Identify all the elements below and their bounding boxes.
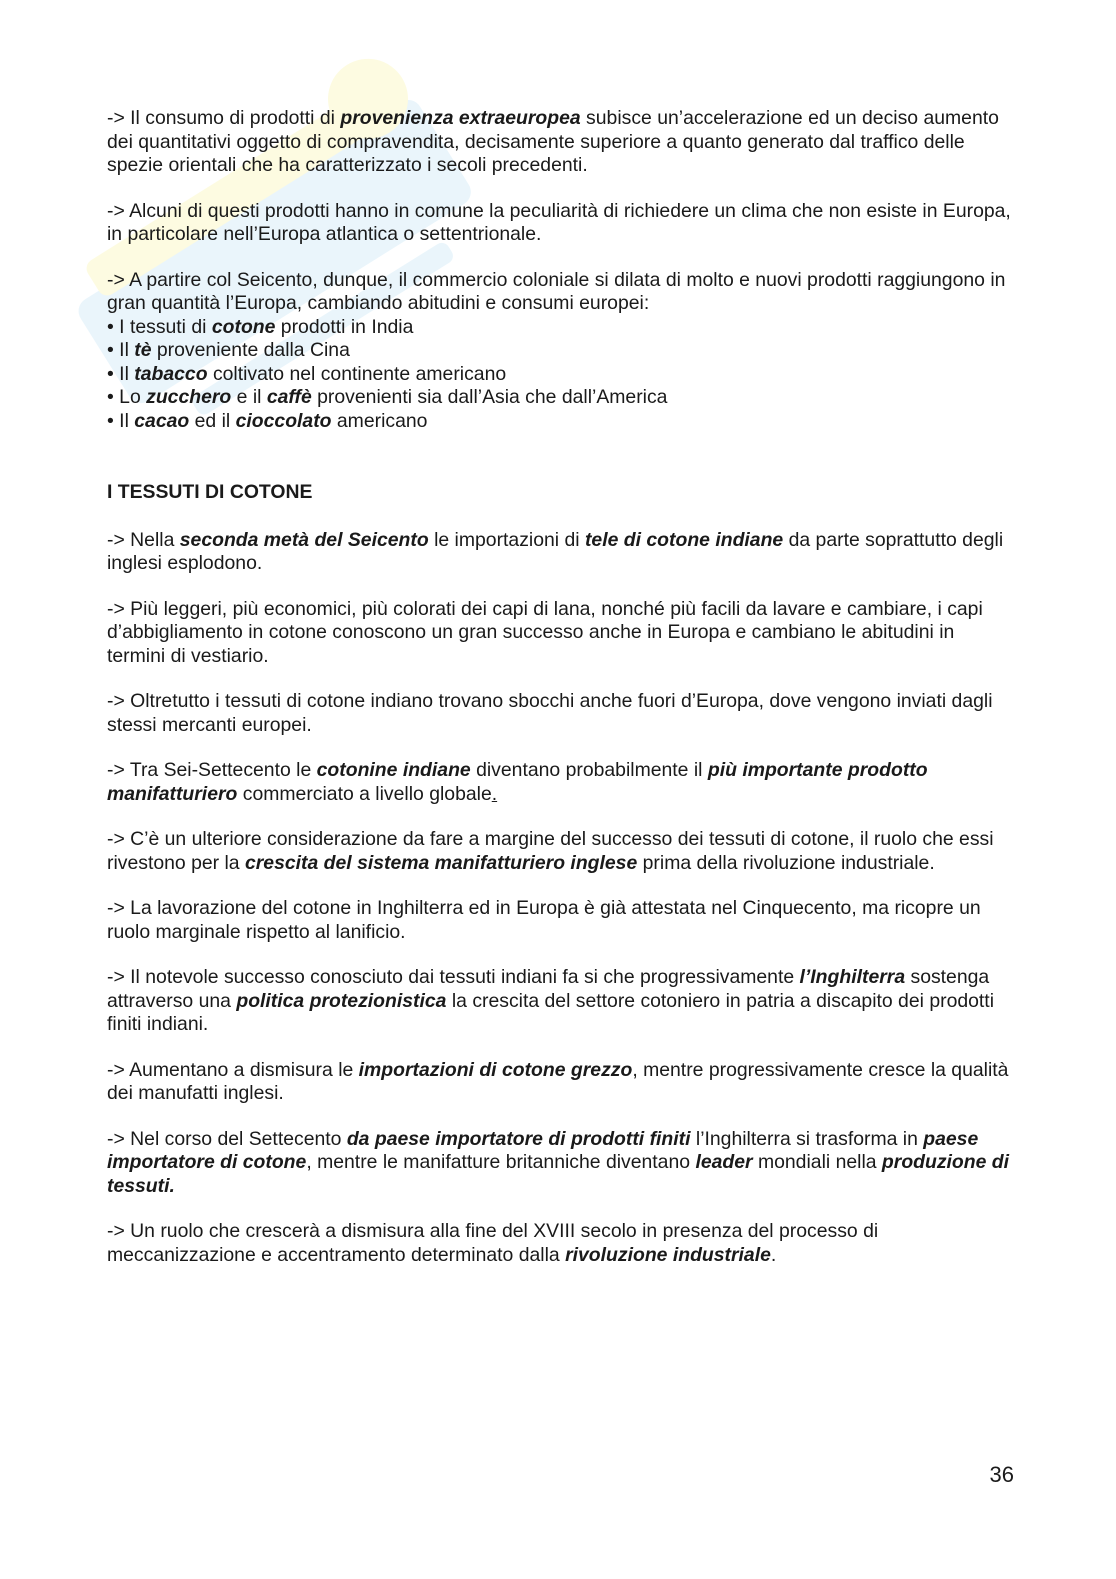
emphasis: rivoluzione industriale [565,1243,771,1266]
emphasis-bold [236,990,446,1012]
emphasis: seconda metà del Seicento [179,528,429,551]
paragraph [107,1220,1012,1267]
text-run: da parte soprattutto degli inglesi esplodono. [107,528,1004,574]
emphasis: provenienza extraeuropea [340,107,581,129]
text-run: , mentre le manifatture britanniche diventano [306,1151,696,1173]
text-run: -> Aumentano a dismisura le [107,1058,359,1081]
text-run: coltivato nel continente americano [207,362,507,385]
emphasis: importazioni di cotone grezzo [358,1058,633,1081]
text-run: sostenga attraverso una [107,966,990,1012]
cotton-section [107,529,1012,1268]
emphasis: cotonine indiane [316,759,471,781]
intro-list-paragraph [107,269,1012,316]
emphasis: leader [695,1151,753,1173]
text-run: • Lo [107,386,147,408]
text-run: le importazioni di [428,528,585,551]
emphasis-bold [800,966,906,988]
emphasis-bold [180,529,429,551]
emphasis-bold [267,386,312,408]
paragraph [107,598,1012,669]
emphasis-bold [695,1151,752,1173]
emphasis-bold [565,1244,771,1266]
list-item [107,410,1012,434]
text-run: prodotti in India [275,315,414,338]
text-run: -> Il notevole successo conosciuto dai tessuti indiani fa si che progressivamente [107,966,800,988]
emphasis-bold [340,107,580,129]
section-heading: I TESSUTI DI COTONE [107,481,313,503]
text-run: provenienti sia dall’Asia che dall’America [311,386,668,408]
text-run: • Il [107,339,135,361]
text-run: -> Un ruolo che crescerà a dismisura alla fine del XVIII secolo in presenza del processo di meccanizzazione e accentramento determinato dalla [107,1220,879,1266]
document-body [107,107,1012,1289]
paragraph [107,107,1012,178]
text-run: diventano probabilmente il [470,759,708,781]
spacer [107,433,1012,481]
emphasis: paese importatore di cotone [107,1127,979,1173]
paragraph [107,690,1012,737]
text-run: -> Oltretutto i tessuti di cotone indiano trovano sbocchi anche fuori d’Europa, dove vengono inviati dagli stessi mercanti europei. [107,690,993,736]
emphasis: cioccolato [235,409,332,432]
text-run: • Il [107,362,135,385]
paragraph [107,1128,1012,1199]
emphasis-bold [317,759,471,781]
emphasis-bold [134,410,189,432]
text-run: prima della rivoluzione industriale. [637,851,935,874]
emphasis-bold [146,386,231,408]
text-run: • I tessuti di [107,315,212,338]
text-run: -> Nel corso del Settecento [107,1127,347,1150]
intro-section [107,107,1012,247]
emphasis: tabacco [134,362,208,385]
text-run: e il [231,386,267,408]
text-run: -> Nella [107,528,180,551]
text-run: -> La lavorazione del cotone in Inghilterra ed in Europa è già attestata nel Cinquecento, ma ricopre un ruolo marginale rispetto al lanificio. [107,897,981,943]
text-run: , mentre progressivamente cresce la qualità dei manufatti inglesi. [107,1058,1009,1104]
text-run: -> Più leggeri, più economici, più colorati dei capi di lana, nonché più facili da lavare e cambiare, i capi d’abbigliamento in cotone conoscono un gran successo anche in Europa e cambiano le abitudini in termini di vestiario. [107,597,983,667]
text-run: . [770,1243,777,1266]
paragraph [107,828,1012,875]
underlined-text: . [491,782,498,805]
emphasis-bold [359,1059,633,1081]
text-run: • Il [107,409,135,432]
text-run: la crescita del settore cotoniero in patria a discapito dei prodotti finiti indiani. [107,989,995,1035]
emphasis-bold [245,852,637,874]
text-run: -> C’è un ulteriore considerazione da fare a margine del successo dei tessuti di cotone, il ruolo che essi rivestono per la [107,828,994,874]
emphasis: l’Inghilterra [799,966,906,988]
list-item [107,316,1012,340]
emphasis: produzione di tessuti. [107,1151,1010,1197]
text-run: l’Inghilterra si trasforma in [690,1127,924,1150]
emphasis: zucchero [146,386,232,408]
emphasis-bold [134,363,207,385]
paragraph [107,759,1012,806]
emphasis-bold [212,316,276,338]
paragraph [107,966,1012,1037]
emphasis: cotone [211,315,276,338]
emphasis: politica protezionistica [236,989,447,1012]
paragraph [107,200,1012,247]
emphasis: da paese importatore di prodotti finiti [346,1127,691,1150]
emphasis-bold [236,410,332,432]
emphasis-bold [347,1128,691,1150]
emphasis: cacao [134,409,190,432]
text-run: subisce un’accelerazione ed un deciso aumento dei quantitativi oggetto di compravendita, decisamente superiore a quanto generato dal traffico delle spezie orientali che ha caratterizzato i secoli precedenti. [107,107,999,176]
emphasis-bold [585,529,783,551]
paragraph [107,1059,1012,1106]
text-run: mondiali nella [752,1151,882,1173]
emphasis: crescita del sistema manifatturiero inglese [244,851,638,874]
text-run: americano [331,409,428,432]
page-number: 36 [989,1462,1014,1487]
text-run: -> Il consumo di prodotti di [107,107,341,129]
text-run: -> Alcuni di questi prodotti hanno in comune la peculiarità di richiedere un clima che non esiste in Europa, in particolare nell’Europa atlantica o settentrionale. [107,199,1011,245]
emphasis: caffè [266,386,312,408]
text-run: commerciato a livello globale [237,782,492,805]
list-item [107,339,1012,363]
paragraph [107,529,1012,576]
text-run: ed il [189,409,236,432]
emphasis-bold [134,339,151,361]
text-run: -> Tra Sei-Settecento le [107,759,317,781]
list-item [107,363,1012,387]
emphasis: tele di cotone indiane [584,528,784,551]
emphasis: più importante prodotto manifatturiero [107,759,928,805]
product-list [107,316,1012,434]
emphasis: tè [134,339,152,361]
intro-list-lead: -> A partire col Seicento, dunque, il commercio coloniale si dilata di molto e nuovi prodotti raggiungono in gran quantità l’Europa, cambiando abitudini e consumi europei: [107,268,1006,314]
text-run: proveniente dalla Cina [151,339,350,361]
paragraph [107,897,1012,944]
list-item [107,386,1012,410]
